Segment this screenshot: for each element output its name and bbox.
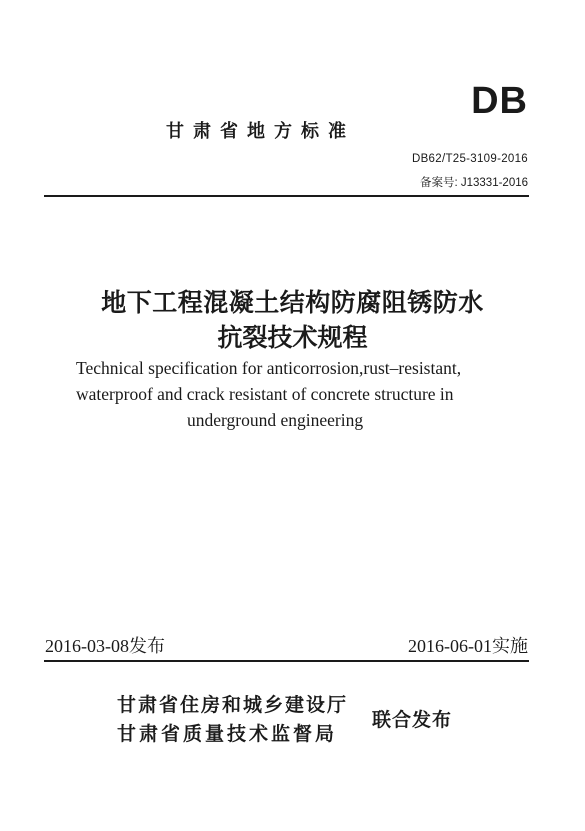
- title-english-line3: underground engineering: [187, 410, 364, 430]
- title-english-line2: waterproof and crack resistant of concrete structure in: [76, 384, 454, 404]
- title-chinese-line1: 地下工程混凝土结构防腐阻锈防水: [101, 288, 484, 317]
- joint-issue-label: 联合发布: [372, 709, 453, 731]
- bottom-divider: [44, 660, 529, 662]
- db-logo: DB: [471, 80, 528, 122]
- issuer-line1: 甘肃省住房和城乡建设厅: [117, 694, 349, 716]
- issue-date: 2016-03-08发布: [45, 636, 165, 656]
- title-english-line1: Technical specification for anticorrosion,rust–resistant,: [76, 358, 462, 378]
- implementation-date: 2016-06-01实施: [408, 636, 528, 656]
- record-number: 备案号: J13331-2016: [419, 177, 528, 189]
- top-divider: [44, 195, 529, 197]
- issuer-line2: 甘肃省质量技术监督局: [117, 723, 338, 745]
- title-chinese-line2: 抗裂技术规程: [217, 323, 368, 352]
- standard-type: 甘肃省地方标准: [166, 121, 355, 142]
- standard-number: DB62/T25-3109-2016: [411, 153, 528, 165]
